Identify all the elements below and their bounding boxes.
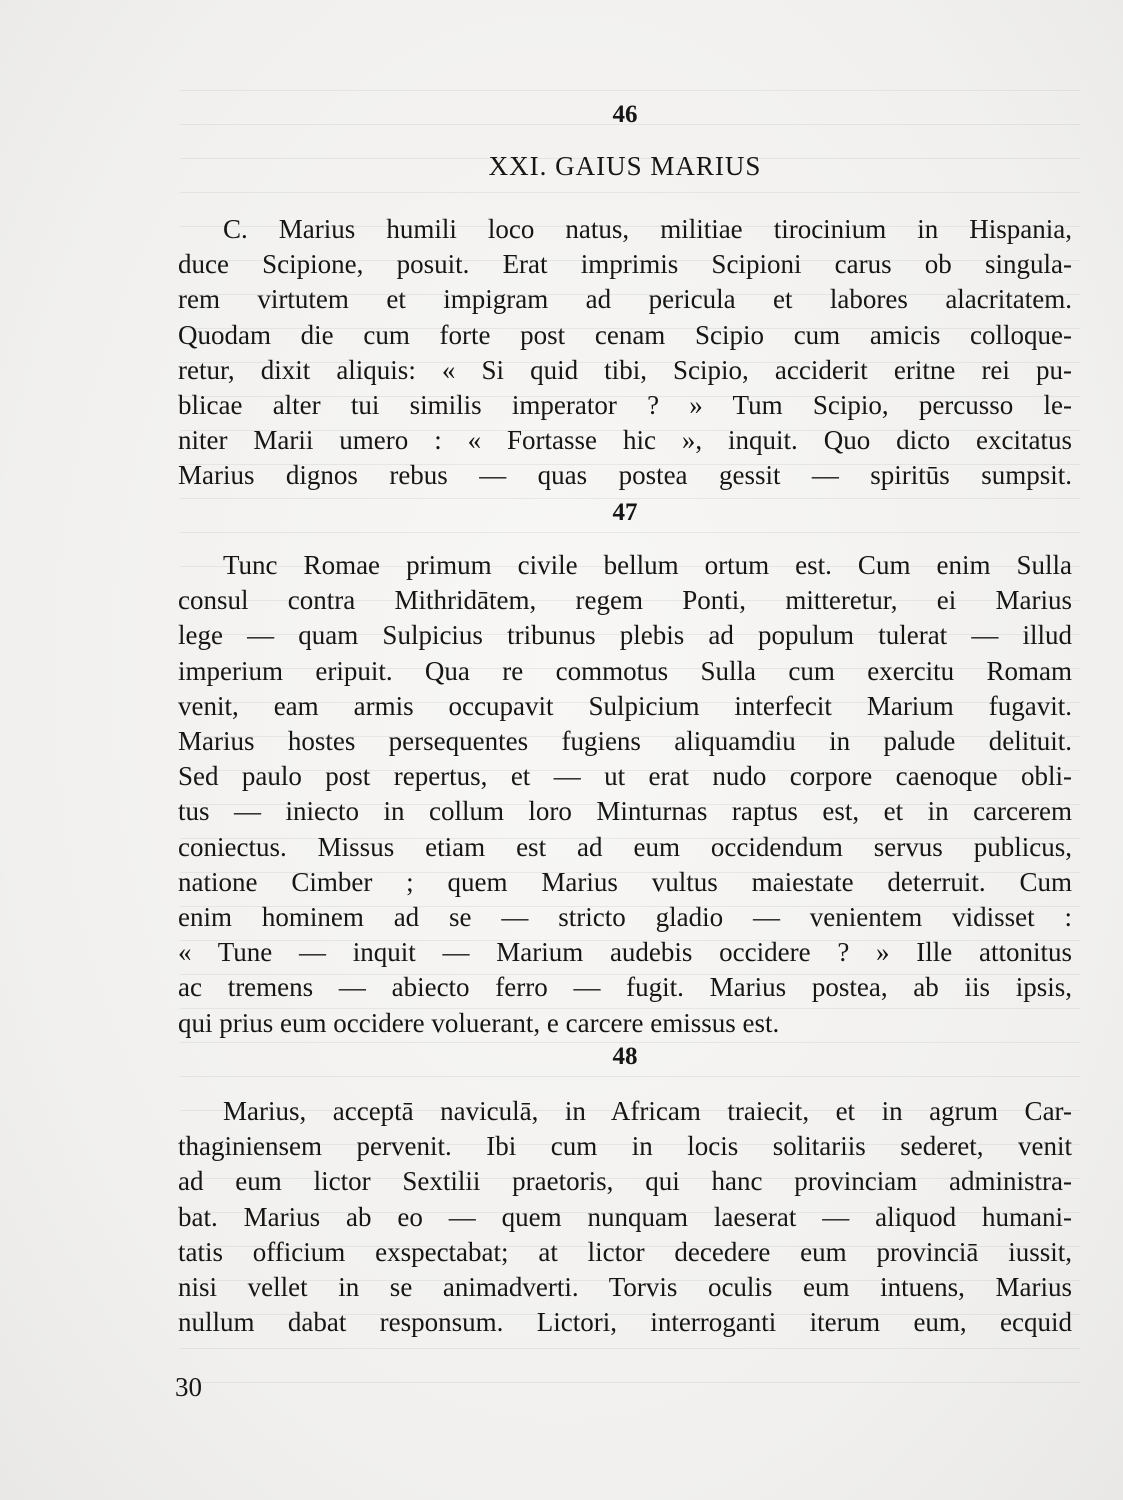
text-line: venit, eam armis occupavit Sulpicium interfecit Marium fugavit. [178,690,1072,721]
text-line: imperium eripuit. Qua re commotus Sulla cum exercitu Romam [178,655,1072,686]
text-line: qui prius eum occidere voluerant, e carcere emissus est. [178,1007,780,1038]
text-line: enim hominem ad se — stricto gladio — venientem vidisset : [178,902,1072,933]
text-line: tatis officium exspectabat; at lictor decedere eum provinciā iussit, [178,1236,1072,1267]
text-line: thaginiensem pervenit. Ibi cum in locis solitariis sederet, venit [178,1131,1072,1162]
section-number-46: 46 [612,101,638,128]
text-line: consul contra Mithridātem, regem Ponti, mitteretur, ei Marius [178,585,1072,616]
text-line: nullum dabat responsum. Lictori, interroganti iterum eum, ecquid [178,1307,1072,1338]
text-line: bat. Marius ab eo — quem nunquam laeserat — aliquod humani- [178,1201,1072,1232]
text-line: rem virtutem et impigram ad pericula et labores alacritatem. [178,284,1072,315]
text-line: ac tremens — abiecto ferro — fugit. Marius postea, ab iis ipsis, [178,972,1072,1003]
text-line: blicae alter tui similis imperator ? » Tum Scipio, percusso le- [178,390,1072,421]
paragraph-48 [178,1094,1072,1340]
section-number-48: 48 [612,1043,638,1070]
text-line: natione Cimber ; quem Marius vultus maiestate deterruit. Cum [178,866,1072,897]
paragraph-47 [178,548,1072,1041]
text-line: duce Scipione, posuit. Erat imprimis Scipioni carus ob singula- [178,249,1072,280]
text-line: retur, dixit aliquis: « Si quid tibi, Scipio, acciderit eritne rei pu- [178,354,1072,385]
text-line: Sed paulo post repertus, et — ut erat nudo corpore caenoque obli- [178,761,1072,792]
text-line: nisi vellet in se animadverti. Torvis oculis eum intuens, Marius [178,1272,1072,1303]
text-line: niter Marii umero : « Fortasse hic », inquit. Quo dicto excitatus [178,425,1072,456]
page-number: 30 [175,1372,202,1402]
text-line: lege — quam Sulpicius tribunus plebis ad populum tulerat — illud [178,620,1072,651]
text-line: Marius dignos rebus — quas postea gessit — spiritūs sumpsit. [178,460,1072,491]
text-line: « Tune — inquit — Marium audebis occidere ? » Ille attonitus [178,937,1072,968]
section-number-47: 47 [612,499,638,526]
paragraph-46 [178,212,1072,494]
chapter-title: XXI. GAIUS MARIUS [488,151,762,181]
text-line: Quodam die cum forte post cenam Scipio cum amicis colloque- [178,319,1072,350]
text-line: coniectus. Missus etiam est ad eum occidendum servus publicus, [178,831,1072,862]
text-line: Marius, acceptā naviculā, in Africam traiecit, et in agrum Car- [223,1096,1072,1126]
text-line: Tunc Romae primum civile bellum ortum est. Cum enim Sulla [223,550,1072,580]
text-line: ad eum lictor Sextilii praetoris, qui hanc provinciam administra- [178,1166,1072,1197]
text-line: C. Marius humili loco natus, militiae tirocinium in Hispania, [223,214,1072,244]
text-line: tus — iniecto in collum loro Minturnas raptus est, et in carcerem [178,796,1072,827]
text-line: Marius hostes persequentes fugiens aliquamdiu in palude delituit. [178,726,1072,757]
